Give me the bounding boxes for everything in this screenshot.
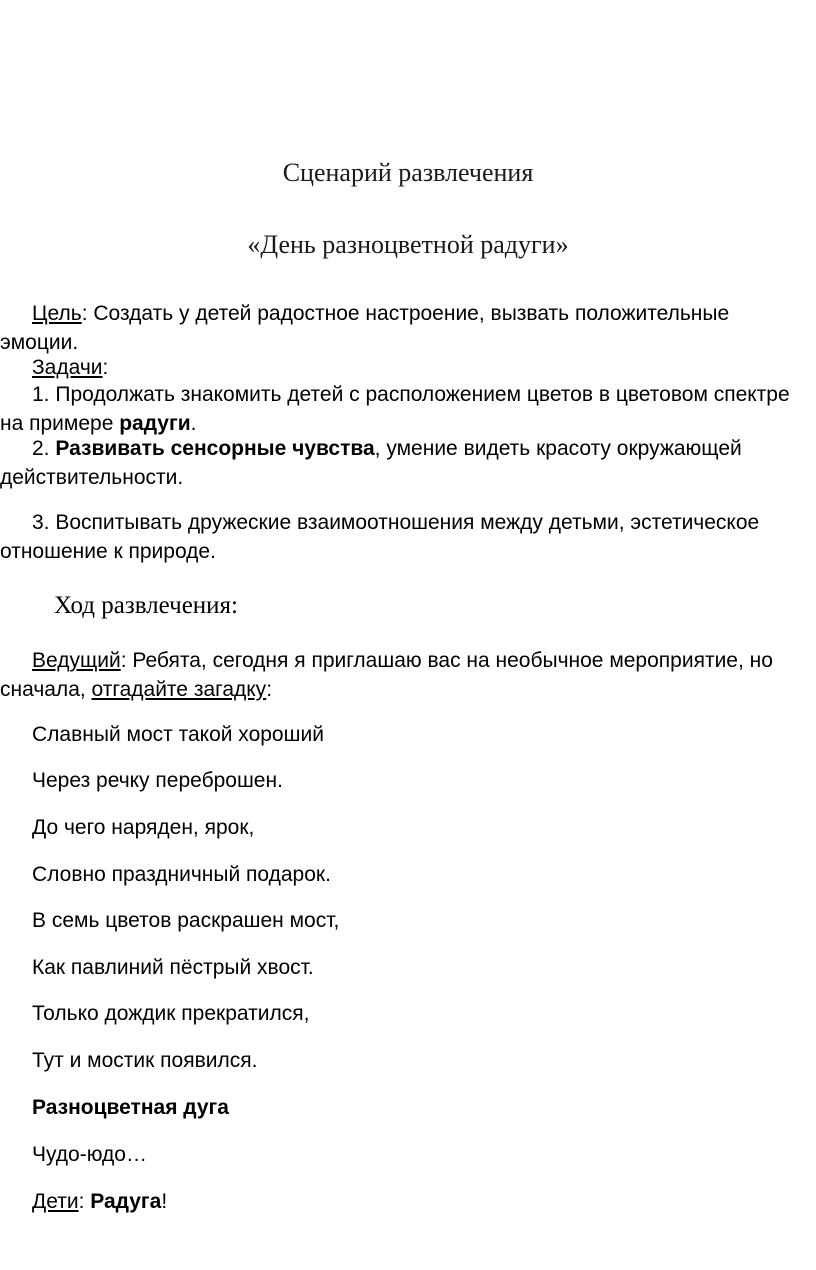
goal-label: Цель (32, 302, 82, 325)
task-1-text: 1. Продолжать знакомить детей с расположением цветов в цветовом спектре на примере (0, 383, 790, 435)
riddle-ending: Чудо-юдо… (32, 1143, 147, 1166)
riddle-line: Как павлиний пёстрый хвост. (32, 956, 314, 979)
task-2-prefix: 2. (32, 437, 56, 460)
task-1-bold: радуги (119, 412, 191, 435)
host-end: : (266, 678, 273, 701)
riddle-line: Тут и мостик появился. (32, 1049, 258, 1072)
document-title: Сценарий развлечения (282, 158, 534, 187)
tasks-colon: : (102, 356, 109, 379)
children-label: Дети (32, 1190, 79, 1213)
task-1-end: . (190, 412, 197, 435)
riddle-line: В семь цветов раскрашен мост, (32, 909, 340, 932)
task-2 (0, 434, 812, 492)
task-2-text: , умение видеть красоту окружающей действительности. (0, 437, 742, 489)
children-end: ! (161, 1190, 168, 1213)
riddle-link: отгадайте загадку (91, 678, 267, 701)
task-1 (0, 380, 812, 438)
riddle-line: Только дождик прекратился, (32, 1002, 310, 1025)
children-answer (32, 1187, 167, 1216)
riddle-answer: Разноцветная дуга (32, 1096, 229, 1119)
children-colon: : (78, 1190, 91, 1213)
riddle-line: Словно праздничный подарок. (32, 863, 331, 886)
goal-paragraph (0, 299, 812, 357)
task-3: 3. Воспитывать дружеские взаимоотношения между детьми, эстетическое отношение к природе. (0, 511, 760, 563)
host-label: Ведущий (32, 649, 121, 672)
riddle-line: Славный мост такой хороший (32, 723, 324, 746)
tasks-label: Задачи (32, 356, 103, 379)
host-paragraph (0, 646, 812, 704)
document-subtitle: «День разноцветной радуги» (247, 230, 569, 259)
task-2-bold: Развивать сенсорные чувства (55, 437, 375, 460)
goal-text: : Создать у детей радостное настроение, вызвать положительные эмоции. (0, 302, 730, 354)
children-answer-bold: Радуга (90, 1190, 162, 1213)
host-text: : Ребята, сегодня я приглашаю вас на необычное мероприятие, но сначала, (0, 649, 773, 701)
tasks-heading (0, 353, 812, 382)
riddle-line: До чего наряден, ярок, (32, 816, 255, 839)
progress-heading: Ход развлечения: (54, 592, 238, 619)
riddle-line: Через речку переброшен. (32, 769, 283, 792)
